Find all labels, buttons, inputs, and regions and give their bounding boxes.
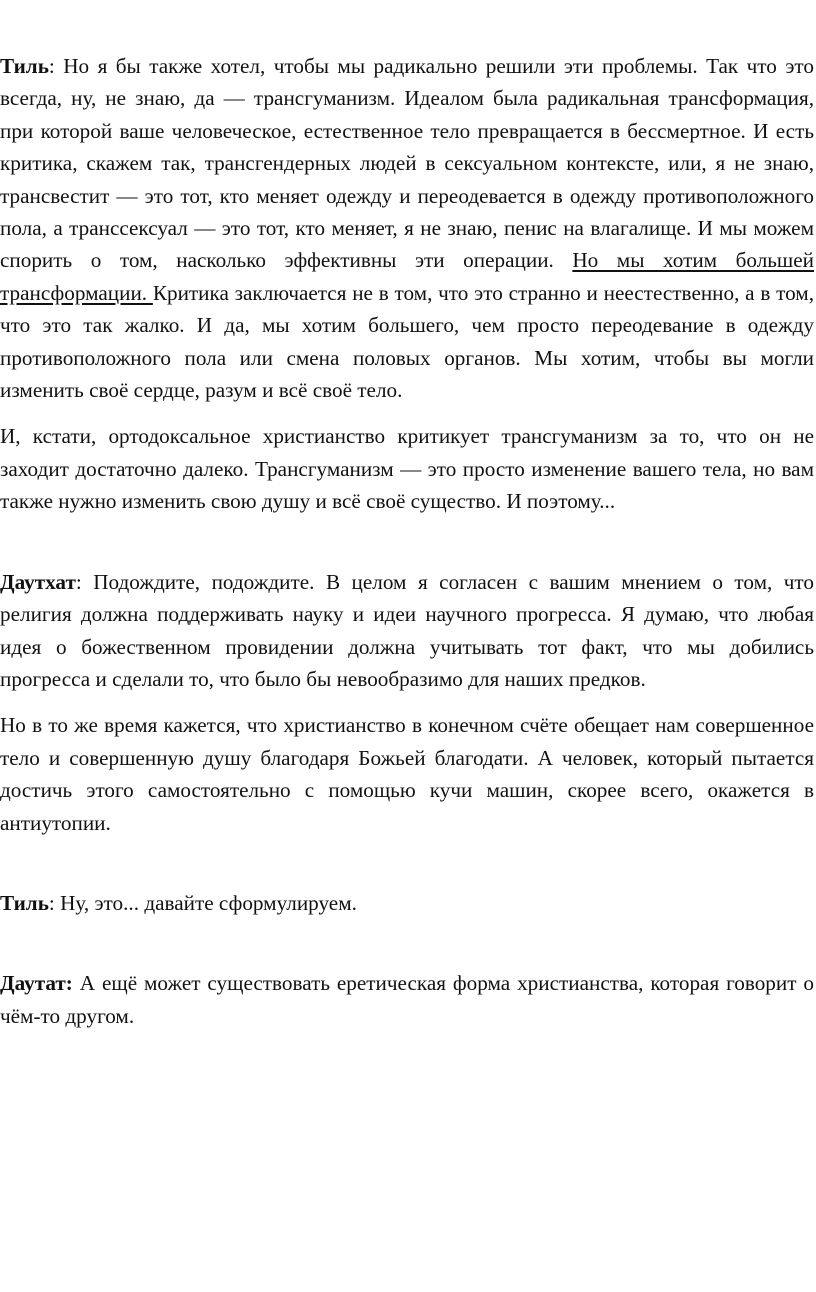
speaker-name: Даутат:: [0, 971, 73, 996]
paragraph-text: Но я бы также хотел, чтобы мы радикально решили эти проблемы. Так что это всегда, ну, не знаю, да — трансгуманизм. Идеалом была радикальная трансформация, при которой ваше человеческое, естественное тело превращается в бессмертное. И есть критика, скажем так, трансгендерных людей в сексуальном контексте, или, я не знаю, трансвестит — это тот, кто меняет одежду и переодевается в одежду противоположного пола, а транссексуал — это тот, кто меняет, я не знаю, пенис на влагалище. И мы можем спорить о том, насколько эффективны эти операции.: [0, 54, 814, 273]
document-page: [0, 50, 814, 1032]
speaker-name: Даутхат: [0, 569, 76, 594]
underlined-text: Но мы хотим большей трансформации.: [0, 248, 814, 305]
speaker-colon: :: [48, 54, 55, 78]
paragraph-text: А ещё может существовать еретическая форма христианства, которая говорит о чём-то другом.: [0, 971, 814, 1028]
paragraph-douthat-2: [0, 709, 814, 839]
speaker-name: Тиль: [0, 54, 49, 78]
paragraph-text: Подождите, подождите. В целом я согласен с вашим мнением о том, что религия должна поддерживать науку и идеи научного прогресса. Я думаю, что любая идея о божественном провидении должна учитывать тот факт, что мы добились прогресса и сделали то, что было бы невообразимо для наших предков.: [0, 569, 814, 691]
speaker-colon: :: [75, 569, 82, 594]
paragraph-text: И, кстати, ортодоксальное христианство критикует трансгуманизм за то, что он не заходит достаточно далеко. Трансгуманизм — это просто изменение вашего тела, но вам также нужно изменить свою душу и всё своё существо. И поэтому...: [0, 424, 814, 514]
paragraph-text: Но в то же время кажется, что христианство в конечном счёте обещает нам совершенное тело и совершенную душу благодаря Божьей благодати. А человек, который пытается достичь этого самостоятельно с помощью кучи машин, скорее всего, окажется в антиутопии.: [0, 713, 814, 835]
paragraph-text: Критика заключается не в том, что это странно и неестественно, а в том, что это так жалко. И да, мы хотим большего, чем просто переодевание в одежду противоположного пола или смена половых органов. Мы хотим, чтобы вы могли изменить своё сердце, разум и всё своё тело.: [0, 280, 814, 403]
paragraph-orthodox: [0, 420, 814, 517]
section-gap: [0, 518, 814, 566]
paragraph-douthat-3: [0, 967, 814, 1032]
paragraph-til-2: [0, 887, 814, 919]
paragraph-douthat-1: [0, 566, 814, 696]
paragraph-gap: [0, 406, 814, 420]
paragraph-til-1: [0, 50, 814, 406]
speaker-name: Тиль: [0, 890, 49, 915]
paragraph-gap: [0, 695, 814, 709]
section-gap: [0, 919, 814, 967]
paragraph-text: Ну, это... давайте сформулируем.: [54, 890, 357, 915]
speaker-colon: :: [48, 890, 55, 915]
section-gap: [0, 839, 814, 887]
